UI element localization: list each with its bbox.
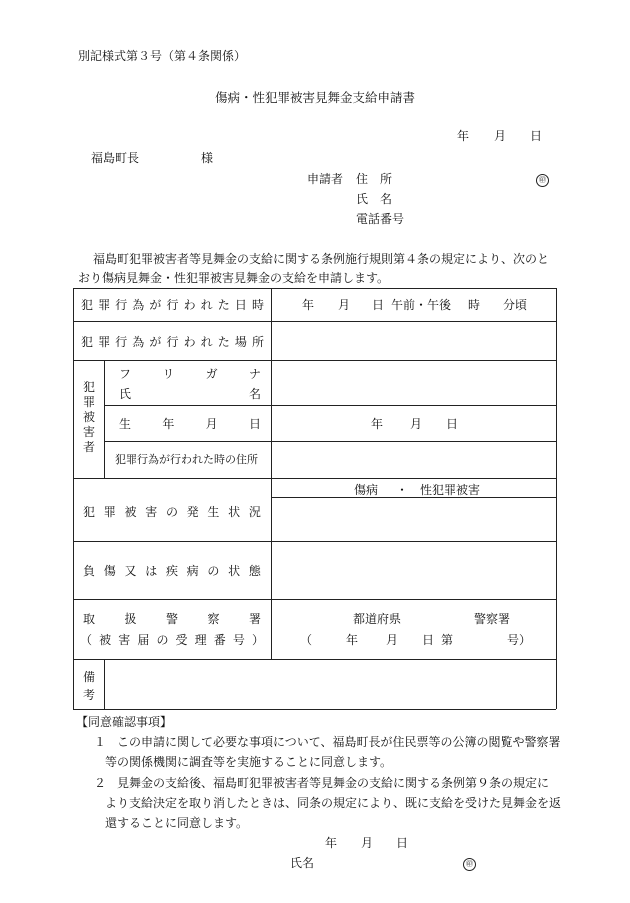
police-label: 取 扱 警 察 署 xyxy=(83,612,261,626)
form-number: 別記様式第３号（第４条関係） xyxy=(78,49,247,63)
victim-name-label: 氏 名 xyxy=(119,387,261,401)
victim-group-label: 犯罪被害者 xyxy=(82,380,95,454)
consent-item-2-number: ２ xyxy=(94,776,107,790)
situation-option-sexual-crime: 性犯罪被害 xyxy=(420,483,481,497)
applicant-label: 申請者 xyxy=(307,172,344,186)
consent-item-1-line-1: この申請に関して必要な事項について、福島町長が住民票等の公簿の閲覧や警察署 xyxy=(117,735,561,749)
consent-item-2-line-1: 見舞金の支給後、福島町犯罪被害者等見舞金の支給に関する条例第９条の規定に xyxy=(117,776,550,790)
police-year: 年 xyxy=(346,633,359,647)
header-date-day: 日 xyxy=(530,129,543,143)
consent-date-month: 月 xyxy=(361,836,374,850)
situation-option-injury: 傷病 xyxy=(354,483,379,497)
applicant-phone-label: 電話番号 xyxy=(356,212,405,226)
police-close-paren: 号） xyxy=(507,633,532,647)
place-label: 犯 罪 行 為 が 行 わ れ た 場 所 xyxy=(81,335,264,349)
consent-item-1-line-2: 等の関係機関に調査等を実施することに同意します。 xyxy=(105,755,393,769)
addressee-honorific: 様 xyxy=(201,151,214,165)
datetime-ampm: 午前・午後 xyxy=(391,298,452,312)
police-open-paren: （ xyxy=(300,633,313,647)
police-prefecture: 都道府県 xyxy=(353,612,402,626)
consent-seal-icon: ㊞ xyxy=(463,856,476,871)
police-number-prefix: 第 xyxy=(441,633,454,647)
intro-line-1: 福島町犯罪被害者等見舞金の支給に関する条例施行規則第４条の規定により、次のと xyxy=(93,252,550,266)
datetime-hour: 時 xyxy=(468,298,481,312)
consent-date-year: 年 xyxy=(325,836,338,850)
birthdate-month: 月 xyxy=(410,417,423,431)
form-title: 傷病・性犯罪被害見舞金支給申請書 xyxy=(214,90,415,105)
police-day: 日 xyxy=(422,633,435,647)
consent-date-day: 日 xyxy=(396,836,409,850)
applicant-address-label: 住 所 xyxy=(356,172,393,186)
applicant-name-label: 氏 名 xyxy=(356,192,393,206)
police-month: 月 xyxy=(386,633,399,647)
applicant-seal-icon: ㊞ xyxy=(536,172,549,187)
addressee-name: 福島町長 xyxy=(91,151,140,165)
remarks-label: 備考 xyxy=(82,670,95,702)
situation-label: 犯 罪 被 害 の 発 生 状 況 xyxy=(83,505,261,519)
birthdate-label: 生 年 月 日 xyxy=(119,417,261,431)
consent-item-1-number: １ xyxy=(94,735,107,749)
birthdate-year: 年 xyxy=(371,417,384,431)
police-sublabel: （ 被 害 届 の 受 理 番 号 ） xyxy=(80,633,264,647)
injury-label: 負 傷 又 は 疾 病 の 状 態 xyxy=(83,564,261,578)
datetime-day: 日 xyxy=(372,298,385,312)
datetime-label: 犯 罪 行 為 が 行 わ れ た 日 時 xyxy=(81,298,264,312)
consent-item-2-line-2: より支給決定を取り消したときは、同条の規定により、既に支給を受けた見舞金を返 xyxy=(105,796,562,810)
situation-separator: ・ xyxy=(396,483,409,497)
furigana-label: フ リ ガ ナ xyxy=(119,367,261,381)
datetime-month: 月 xyxy=(338,298,351,312)
birthdate-day: 日 xyxy=(446,417,459,431)
datetime-minute: 分頃 xyxy=(503,298,528,312)
datetime-year: 年 xyxy=(302,298,315,312)
consent-name-label: 氏名 xyxy=(290,856,315,870)
victim-address-label: 犯罪行為が行われた時の住所 xyxy=(115,453,258,466)
header-date-year: 年 xyxy=(457,129,470,143)
consent-heading: 【同意確認事項】 xyxy=(76,715,173,729)
police-station: 警察署 xyxy=(474,612,511,626)
consent-item-2-line-3: 還することに同意します。 xyxy=(105,816,249,830)
header-date-month: 月 xyxy=(494,129,507,143)
intro-line-2: おり傷病見舞金・性犯罪被害見舞金の支給を申請します。 xyxy=(78,271,390,285)
